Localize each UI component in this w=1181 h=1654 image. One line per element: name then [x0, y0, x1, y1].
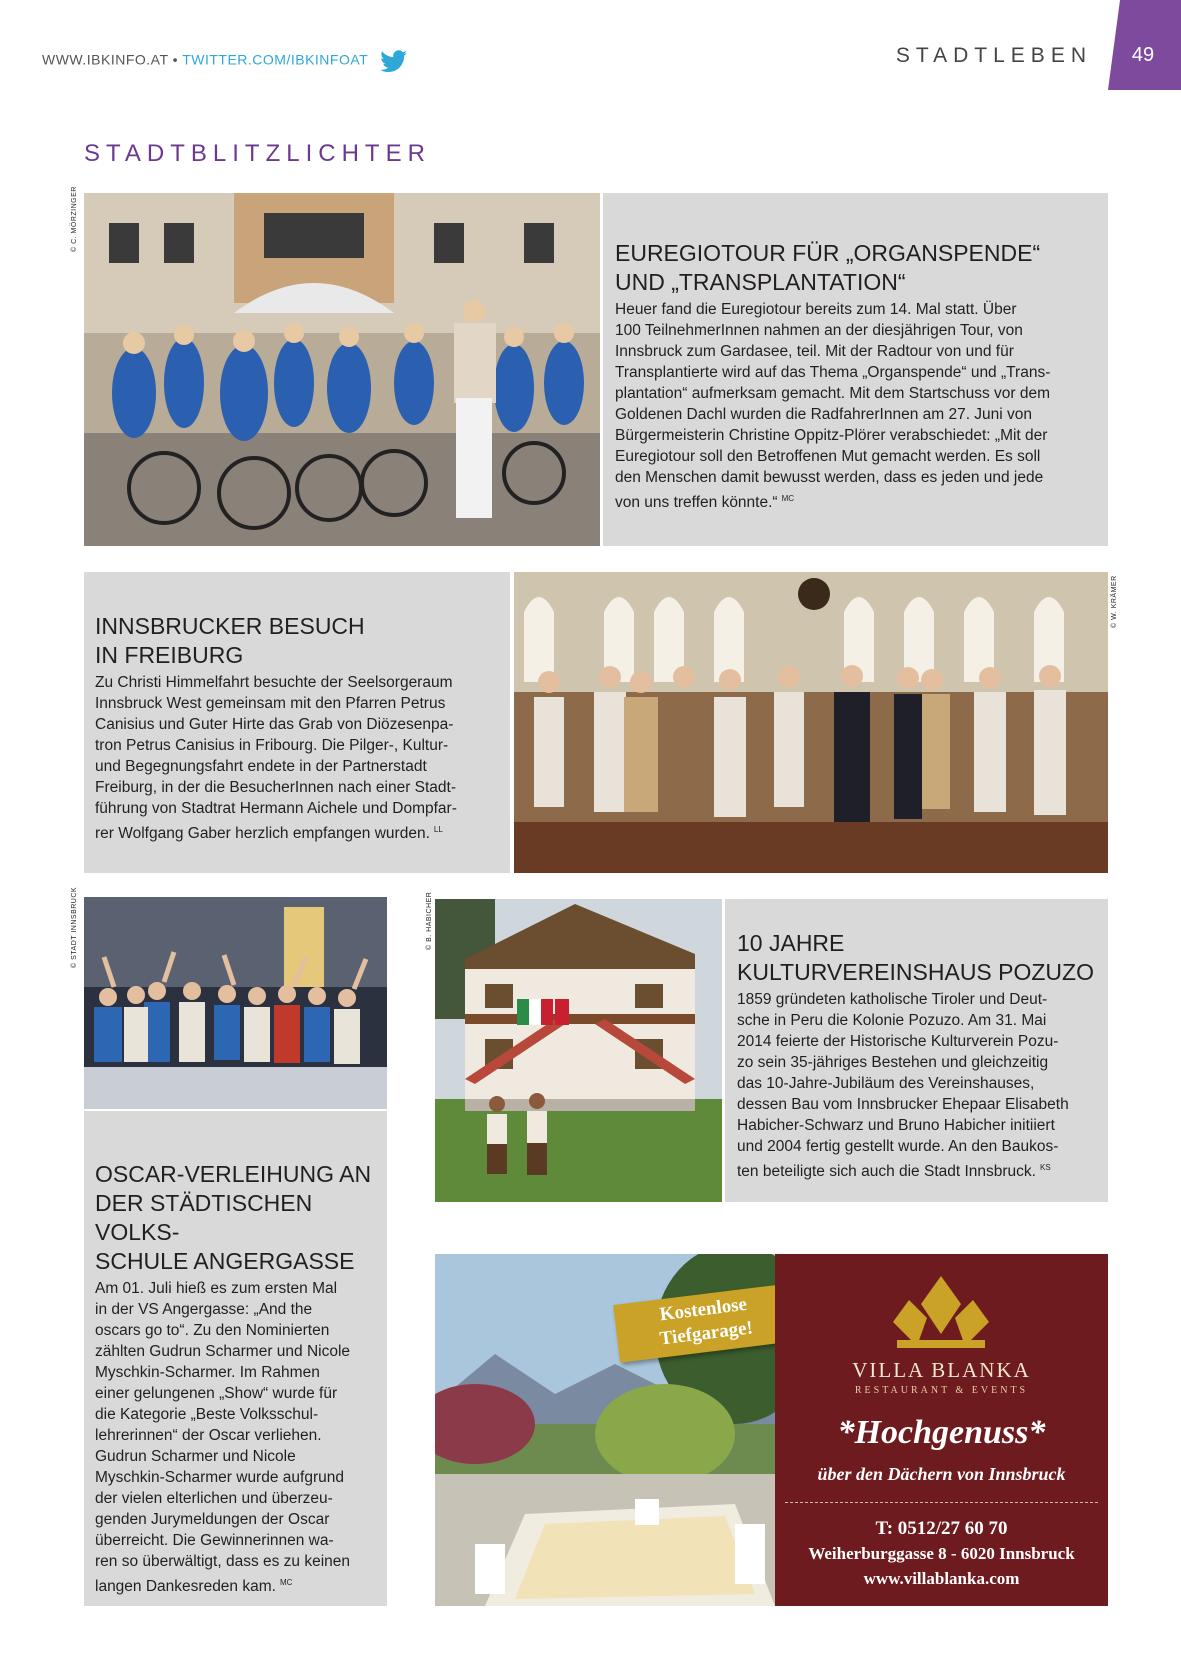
brand-name: VILLA BLANKA [852, 1358, 1031, 1382]
body-line: Freiburg, in der die BesucherInnen nach einer Stadt- [95, 779, 457, 796]
article-title [95, 612, 505, 670]
body-line: der vielen elterlichen und überzeu- [95, 1490, 333, 1507]
body-line: Goldenen Dachl wurden die RadfahrerInnen am 27. Juni von [615, 406, 1033, 423]
section-title: STADTBLITZLICHTER [84, 140, 431, 167]
photo-credit: © STADT INNSBRUCK [71, 886, 78, 968]
ad-villa-blanka[interactable] [775, 1254, 1108, 1606]
body-line: Myschkin-Scharmer. Im Rahmen [95, 1364, 320, 1381]
crown-logo-icon [889, 1274, 993, 1350]
article-euregio [603, 193, 1108, 546]
body-line: einer gelungenen „Show“ wurde für [95, 1385, 338, 1402]
body-line: Habicher-Schwarz und Bruno Habicher initiiert [737, 1117, 1055, 1134]
body-line: die Kategorie „Beste Volksschul- [95, 1406, 319, 1423]
author-signature: LL [433, 825, 443, 834]
title-line: INNSBRUCKER BESUCH [95, 613, 365, 639]
group-hall-photo [514, 572, 1108, 873]
title-line: DER STÄDTISCHEN VOLKS- [95, 1190, 313, 1245]
title-line: SCHULE ANGERGASSE [95, 1248, 355, 1274]
photo-credit: © W. KRÄMER [1111, 575, 1118, 628]
body-line: Zu Christi Himmelfahrt besuchte der Seelsorgeraum [95, 674, 453, 691]
body-line: Euregiotour soll den Betroffenen Mut gemacht werden. Es soll [615, 448, 1041, 465]
body-line: 1859 gründeten katholische Tiroler und Deut- [737, 991, 1048, 1008]
article-pozuzo [725, 899, 1108, 1202]
header-separator: • [168, 51, 183, 68]
title-line: EUREGIOTOUR FÜR „ORGANSPENDE“ [615, 240, 1041, 266]
ad-website-link[interactable]: www.villablanka.com [863, 1569, 1020, 1588]
body-line: zählten Gudrun Scharmer und Nicole [95, 1343, 351, 1360]
schoolkids-photo [84, 897, 387, 1109]
body-line: ren so überwältigt, dass es zu keinen [95, 1553, 351, 1570]
header-links [42, 50, 408, 72]
article-body [95, 1278, 385, 1597]
body-line: zo sein 35-jähriges Bestehen und gleichzeitig [737, 1054, 1049, 1071]
body-line: Bürgermeisterin Christine Oppitz-Plörer verabschiedet: „Mit der [615, 427, 1048, 444]
body-line: Innsbruck zum Gardasee, teil. Mit der Radtour von und für [615, 343, 1014, 360]
title-line: UND „TRANSPLANTATION“ [615, 269, 906, 295]
body-line: genden Jurymeldungen der Oscar [95, 1511, 330, 1528]
body-line: das 10-Jahre-Jubiläum des Vereinshauses, [737, 1075, 1035, 1092]
article-title [737, 929, 1105, 987]
author-signature: MC [781, 494, 795, 503]
body-line: führung von Stadtrat Hermann Aichele und Dompfar- [95, 800, 457, 817]
body-line: tron Petrus Canisius in Fribourg. Die Pilger-, Kultur- [95, 737, 449, 754]
cyclists-photo [84, 193, 600, 546]
section-label: STADTLEBEN [895, 44, 1092, 67]
body-line: und 2004 fertig gestellt wurde. An den Baukos- [737, 1138, 1059, 1155]
body-line: Gudrun Scharmer und Nicole [95, 1448, 296, 1465]
title-line: 10 JAHRE [737, 930, 845, 956]
body-line: sche in Peru die Kolonie Pozuzo. Am 31. Mai [737, 1012, 1047, 1029]
ad-subline: über den Dächern von Innsbruck [817, 1464, 1066, 1484]
page-number: 49 [1131, 44, 1155, 66]
photo-credit: © C. MÖRZINGER [71, 186, 78, 252]
article-body [615, 299, 1100, 513]
body-line: in der VS Angergasse: „And the [95, 1301, 313, 1318]
brand-tagline: RESTAURANT & EVENTS [854, 1385, 1029, 1396]
body-line: und Begegnungsfahrt endete in der Partnerstadt [95, 758, 427, 775]
body-line: Canisius und Guter Hirte das Grab von Diözesenpa- [95, 716, 454, 733]
ad-address: Weiherburggasse 8 - 6020 Innsbruck [808, 1544, 1075, 1563]
pozuzo-house-photo [435, 899, 722, 1202]
body-line: dessen Bau vom Innsbrucker Ehepaar Elisabeth [737, 1096, 1069, 1113]
ad-headline: *Hochgenuss* [837, 1414, 1046, 1451]
article-body [737, 989, 1105, 1182]
body-line: Innsbruck West gemeinsam mit den Pfarren Petrus [95, 695, 446, 712]
body-line: Heuer fand die Euregiotour bereits zum 14. Mal statt. Über [615, 301, 1017, 318]
body-line: plantation“ aufmerksam gemacht. Mit dem Startschuss vor dem [615, 385, 1051, 402]
author-signature: KS [1040, 1163, 1051, 1172]
article-title [615, 239, 1100, 297]
body-line: 100 TeilnehmerInnen nahmen an der diesjährigen Tour, von [615, 322, 1023, 339]
title-line: OSCAR-VERLEIHUNG AN [95, 1161, 372, 1187]
body-line: Transplantierte wird auf das Thema „Organspende“ und „Trans- [615, 364, 1051, 381]
body-line: oscars go to“. Zu den Nominierten [95, 1322, 330, 1339]
banner-line: Kostenlose [658, 1293, 749, 1326]
body-line: den Menschen damit bewusst werden, dass es jeden und jede [615, 469, 1044, 486]
body-line: Am 01. Juli hieß es zum ersten Mal [95, 1280, 338, 1297]
author-signature: MC [279, 1578, 293, 1587]
body-line: Myschkin-Scharmer wurde aufgrund [95, 1469, 344, 1486]
twitter-link[interactable]: TWITTER.COM/IBKINFOAT [182, 51, 368, 68]
ad-divider [785, 1502, 1098, 1503]
twitter-bird-icon [380, 50, 408, 72]
site-link[interactable]: WWW.IBKINFO.AT [42, 51, 169, 68]
title-line: IN FREIBURG [95, 642, 244, 668]
article-freiburg [84, 572, 510, 873]
body-line: von uns treffen könnte.“ [615, 494, 778, 512]
body-line: 2014 feierte der Historische Kulturverein Pozu- [737, 1033, 1059, 1050]
article-title [95, 1160, 385, 1276]
body-line: lehrerinnen“ der Oscar verliehen. [95, 1427, 322, 1444]
title-line: KULTURVEREINSHAUS POZUZO [737, 959, 1094, 985]
banner-line: Tiefgarage! [658, 1317, 754, 1350]
body-line: ten beteiligte sich auch die Stadt Innsbruck. [737, 1163, 1036, 1181]
body-line: rer Wolfgang Gaber herzlich empfangen wurden. [95, 825, 430, 843]
article-body [95, 672, 505, 844]
ad-phone[interactable]: T: 0512/27 60 70 [875, 1518, 1008, 1539]
photo-credit: © B. HABICHER [426, 891, 433, 950]
body-line: langen Dankesreden kam. [95, 1578, 276, 1596]
body-line: überreicht. Die Gewinnerinnen wa- [95, 1532, 334, 1549]
article-oscar [84, 1111, 387, 1606]
